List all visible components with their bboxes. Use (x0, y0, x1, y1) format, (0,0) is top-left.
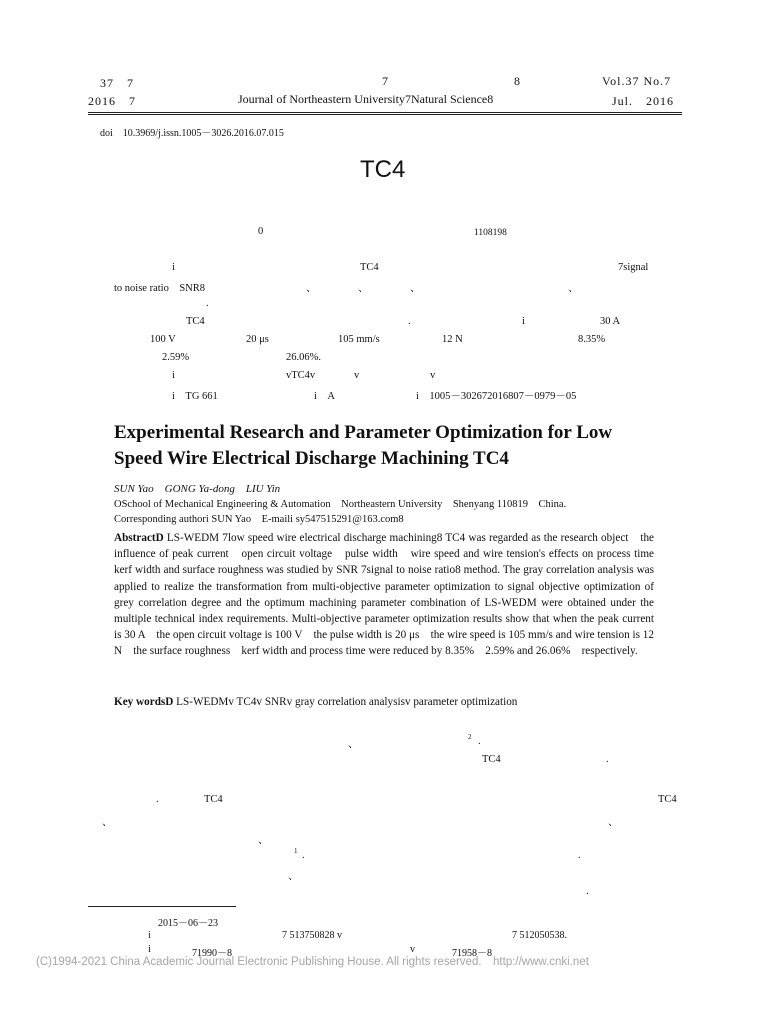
header-date-en: Jul. 2016 (612, 94, 675, 108)
header-journal-cn: 7 (382, 74, 389, 88)
abstract-cn-text: 、 (410, 283, 421, 294)
header-journal-cn-end: 8 (514, 74, 521, 88)
abstract-cn-text: 8.35% (578, 334, 606, 345)
abstract-cn-text: 20 μs (246, 334, 269, 345)
keywords-cn: v (354, 370, 360, 381)
author-mark-cn: 0 (258, 226, 264, 237)
abstract-cn-text: 12 N (442, 334, 463, 345)
citation-superscript: 2 (468, 733, 472, 741)
keywords-cn-label: i (172, 370, 175, 381)
abstract-en-label: AbstractD (114, 532, 164, 544)
abstract-en-text: LS-WEDM 7low speed wire electrical discharge machining8 TC4 was regarded as the research object the influence of peak current open circuit voltage pulse width wire speed and wire tension's effects on process time kerf width and surface roughness was studied by SNR 7signal to noise ratio8 method. The gray correlation analysis was applied to realize the transformation from multi-objective parameter optimization to signal objective optimization of grey correlation degree and the optimum machining parameter combination of LS-WEDM were obtained under the multiple technical index requirements. Multi-objective parameter optimization results show that when the peak current is 30 A the open circuit voltage is 100 V the pulse width is 20 μs the wire speed is 105 mm/s and wire tension is 12 N the surface roughness kerf width and process time were reduced by 8.35% 2.59% and 26.06% respectively. (114, 532, 666, 658)
body-text: TC4 (658, 794, 677, 805)
affiliation-line2: Corresponding authori SUN Yao E-maili sy547515291@163.com8 (114, 514, 404, 525)
abstract-cn-text: 、 (306, 283, 317, 294)
keywords-en-label: Key wordsD (114, 696, 174, 708)
body-text: . (302, 850, 305, 861)
abstract-en (114, 530, 666, 660)
footnote-fund: 7 513750828 v (282, 930, 342, 941)
abstract-cn-label: i (172, 262, 175, 273)
body-text: . (156, 794, 159, 805)
header-journal-en: Journal of Northeastern University7Natural Science8 (238, 92, 494, 106)
footnote-author: v (410, 944, 415, 955)
footnote-author: 71958－8 (452, 948, 492, 959)
abstract-cn-text: 30 A (600, 316, 621, 327)
body-text: 、 (258, 835, 269, 846)
title-en-line2: Speed Wire Electrical Discharge Machining TC4 (114, 448, 509, 469)
body-text: . (586, 886, 589, 897)
classification-number: i TG 661 (172, 391, 218, 402)
body-text: . (478, 736, 481, 747)
abstract-cn-text: 、 (358, 283, 369, 294)
header-rule-top (88, 112, 682, 113)
document-code: i A (314, 391, 335, 402)
abstract-cn-text: 7signal (618, 262, 649, 273)
abstract-cn-text: i (522, 316, 525, 327)
footnote-received-date: 2015－06－23 (158, 918, 218, 929)
footnote-rule (88, 906, 236, 907)
abstract-cn-text: TC4 (360, 262, 379, 273)
abstract-cn-text: 26.06%. (286, 352, 321, 363)
postal-code-cn: 1108198 (474, 228, 507, 238)
abstract-cn-text: . (408, 316, 411, 327)
header-volume-en: Vol.37 No.7 (602, 74, 672, 88)
footnote-fund: 7 512050538. (512, 930, 567, 941)
body-text: . (578, 850, 581, 861)
footnote-author: i (148, 944, 151, 955)
abstract-cn-text: 105 mm/s (338, 334, 380, 345)
citation-superscript: 1 (294, 847, 298, 855)
header-date-cn: 2016 7 (88, 94, 137, 108)
body-text: TC4 (482, 754, 501, 765)
footnote-fund: i (148, 930, 151, 941)
body-text: 、 (102, 817, 113, 828)
keywords-en-text: LS-WEDMv TC4v SNRv gray correlation analysisv parameter optimization (176, 696, 518, 708)
abstract-cn-text: 2.59% (162, 352, 190, 363)
abstract-cn-text: to noise ratio SNR8 (114, 283, 205, 294)
keywords-cn: vTC4v (286, 370, 316, 381)
abstract-cn-text: TC4 (186, 316, 205, 327)
keywords-en (114, 696, 517, 708)
body-text: . (606, 754, 609, 765)
keywords-cn: v (430, 370, 436, 381)
article-id: i 1005－302672016807－0979－05 (416, 391, 577, 402)
header-rule-bottom (88, 114, 682, 115)
header-volume-cn: 37 7 (100, 76, 135, 90)
footnote-author: 71990－8 (192, 948, 232, 959)
abstract-cn-text: . (206, 298, 209, 309)
body-text: 、 (288, 871, 299, 882)
doi: doi 10.3969/j.issn.1005－3026.2016.07.015 (100, 128, 284, 139)
title-en-line1: Experimental Research and Parameter Optimization for Low (114, 422, 613, 443)
body-text: 、 (348, 739, 359, 750)
copyright-watermark: (C)1994-2021 China Academic Journal Electronic Publishing House. All rights reserved. http://www.cnki.net (36, 956, 589, 968)
abstract-cn-text: 100 V (150, 334, 176, 345)
body-text: TC4 (204, 794, 223, 805)
body-text: 、 (608, 817, 619, 828)
abstract-cn-text: 、 (568, 283, 579, 294)
authors-en: SUN Yao GONG Ya-dong LIU Yin (114, 483, 281, 495)
title-cn: TC4 (360, 156, 406, 183)
affiliation-line1: OSchool of Mechanical Engineering & Automation Northeastern University Shenyang 110819 China. (114, 499, 567, 510)
